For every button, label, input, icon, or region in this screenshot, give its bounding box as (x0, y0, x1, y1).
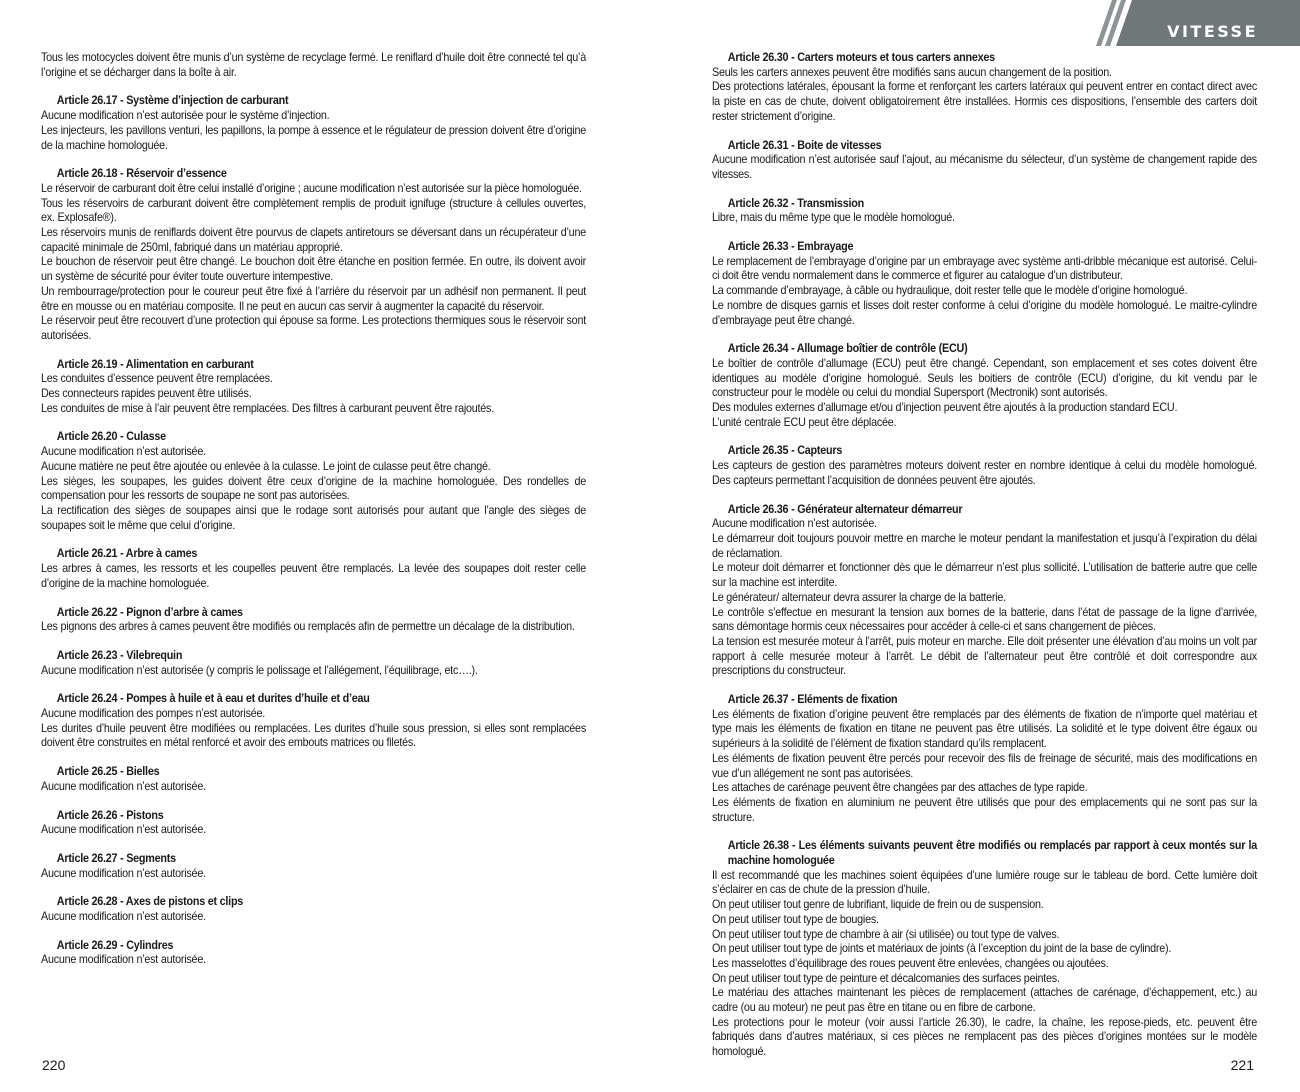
article-section (712, 51, 1257, 125)
article-paragraph: Aucune modification n’est autorisée pour le système d’injection. (41, 109, 330, 123)
article-paragraph: On peut utiliser tout type de joints et matériaux de joints (à l’exception du joint de la base de cylindre). (712, 942, 1172, 956)
article-paragraph: Un rembourrage/protection pour le coureur peut être fixé à l’arrière du réservoir par un adhésif non permanent. Il peut être en mousse ou en matériau composite. Il ne peut en aucun cas servir à augmenter la capacité du réservoir. (41, 284, 586, 313)
article-paragraph: Les attaches de carénage peuvent être changées par des attaches de type rapide. (712, 781, 1088, 795)
article-title: Article 26.21 - Arbre à cames (56, 547, 198, 561)
article-section (712, 503, 1257, 679)
article-paragraph: Seuls les carters annexes peuvent être modifiés sans aucun changement de la position. (712, 65, 1112, 79)
article-section (712, 839, 1257, 1060)
article-paragraph: Les conduites de mise à l’air peuvent être remplacées. Des filtres à carburant peuvent être rajoutés. (41, 401, 494, 415)
article-section (41, 852, 586, 881)
article-paragraph: Les conduites d’essence peuvent être remplacées. (41, 372, 273, 386)
article-section (41, 167, 586, 343)
article-section (41, 939, 586, 968)
article-title: Article 26.35 - Capteurs (727, 444, 843, 458)
article-section (41, 809, 586, 838)
article-paragraph: On peut utiliser tout type de chambre à air (si utilisée) ou tout type de valves. (712, 927, 1060, 941)
article-paragraph: Aucune modification n’est autorisée (y compris le polissage et l’allégement, l’équilibrage, etc….). (41, 663, 478, 677)
article-paragraph: Les pignons des arbres à cames peuvent être modifiés ou remplacés afin de permettre un décalage de la distribution. (41, 620, 575, 634)
article-section (41, 606, 586, 635)
article-title: Article 26.29 - Cylindres (56, 938, 174, 952)
article-paragraph: Les réservoirs munis de reniflards doivent être pourvus de clapets antiretours se déversant dans un récupérateur d’une capacité minimale de 250ml, fabriqué dans un matériau approprié. (41, 226, 586, 254)
article-paragraph: Aucune modification n’est autorisée sauf l’ajout, au mécanisme du sélecteur, d’un système de changement rapide des vitesses. (712, 153, 1257, 181)
article-paragraph: Les éléments de fixation d’origine peuvent être remplacés par des éléments de fixation de n’importe quel matériau et type mais les éléments de fixation en titane ne peuvent pas être utilisés. La solidité et le type doivent être égaux ou supérieurs à la solidité de l’élément de fixation standard qu’ils remplacent. (712, 707, 1257, 751)
article-paragraph: Aucune modification n’est autorisée. (41, 953, 206, 967)
article-title: Article 26.20 - Culasse (56, 430, 166, 444)
article-title: Article 26.27 - Segments (56, 851, 176, 865)
article-paragraph: Le bouchon de réservoir peut être changé. Le bouchon doit être étanche en position fermée. En outre, ils doivent avoir un système de sécurité pour éviter toute ouverture intempestive. (41, 255, 586, 284)
article-paragraph: La rectification des sièges de soupapes ainsi que le rodage sont autorisés pour autant que l’angle des sièges de soupapes soit le même que celui d’origine. (41, 503, 586, 532)
article-paragraph: Les arbres à cames, les ressorts et les coupelles peuvent être remplacés. La levée des soupapes doit rester celle d’origine de la machine homologuée. (41, 562, 586, 590)
article-title: Article 26.38 - Les éléments suivants peuvent être modifiés ou remplacés par rapport à ceux montés sur la machine homologuée (727, 839, 1257, 868)
article-paragraph: On peut utiliser tout type de bougies. (712, 912, 879, 926)
article-paragraph: Des protections latérales, épousant la forme et renforçant les carters latéraux qui peuvent entrer en contact direct avec la piste en cas de chute, doivent obligatoirement être installées. Hormis ces dispositions, l’ensemble des carters doit rester strictement d’origine. (712, 80, 1257, 123)
article-paragraph: Les injecteurs, les pavillons venturi, les papillons, la pompe à essence et le régulateur de pression doivent être d’origine de la machine homologuée. (41, 123, 586, 152)
article-paragraph: Les durites d’huile peuvent être modifiées ou remplacées. Les durites d’huile sous pression, si elles sont remplacées doivent être construites en métal renforcé et avoir des embouts matrices ou filetés. (41, 721, 586, 750)
article-title: Article 26.26 - Pistons (56, 808, 164, 822)
article-paragraph: Les masselottes d’équilibrage des roues peuvent être enlevées, changées ou ajoutées. (712, 956, 1109, 970)
article-title: Article 26.23 - Vilebrequin (56, 648, 183, 662)
left-articles (41, 94, 586, 968)
article-paragraph: Des connecteurs rapides peuvent être utilisés. (41, 387, 252, 401)
article-title: Article 26.37 - Eléments de fixation (727, 693, 898, 707)
article-paragraph: Libre, mais du même type que le modèle homologué. (712, 211, 955, 225)
article-title: Article 26.17 - Système d’injection de carburant (56, 94, 289, 108)
article-paragraph: Le matériau des attaches maintenant les pièces de remplacement (attaches de carénage, d’échappement, etc.) au cadre (ou au moteur) ne peut pas être en titane ou en fibre de carbone. (712, 986, 1257, 1015)
article-title: Article 26.28 - Axes de pistons et clips (56, 895, 244, 909)
page-number-right: 221 (1230, 1057, 1254, 1073)
article-paragraph: Aucune modification n’est autorisée. (41, 823, 206, 837)
right-page (650, 0, 1300, 1092)
article-section (41, 692, 586, 751)
right-articles (712, 51, 1257, 1060)
article-paragraph: Le réservoir de carburant doit être celui installé d’origine ; aucune modification n’est autorisée sur la pièce homologuée. (41, 181, 582, 195)
article-paragraph: On peut utiliser tout type de peinture et décalcomanies des surfaces peintes. (712, 971, 1060, 985)
article-section (712, 342, 1257, 430)
article-paragraph: Tous les réservoirs de carburant doivent être complètement remplis de produit ignifuge (structure à cellules ouvertes, ex. Explosafe®). (41, 196, 586, 225)
article-title: Article 26.19 - Alimentation en carburant (56, 357, 254, 371)
article-section (712, 139, 1257, 183)
intro-paragraph (41, 51, 586, 80)
article-section (41, 94, 586, 153)
article-section (41, 358, 586, 417)
article-title: Article 26.30 - Carters moteurs et tous carters annexes (727, 51, 995, 64)
article-title: Article 26.31 - Boite de vitesses (727, 138, 882, 152)
article-paragraph: On peut utiliser tout genre de lubrifiant, liquide de frein ou de suspension. (712, 898, 1044, 912)
article-paragraph: Le boîtier de contrôle d’allumage (ECU) peut être changé. Cependant, son emplacement et ses cotes doivent être identiques au modèle d’origine homologué. Seuls les boitiers de contrôle (ECU) d’origine, du kit vendu par le constructeur pour le modèle ou celui du mondial Supersport (Mectronik) sont autorisés. (712, 356, 1257, 400)
article-paragraph: Les éléments de fixation en aluminium ne peuvent être utilisés que pour des emplacements qui ne sont pas sur la structure. (712, 795, 1257, 824)
article-paragraph: Le réservoir peut être recouvert d’une protection qui épouse sa forme. Les protections thermiques sous le réservoir sont autorisées. (41, 314, 586, 342)
section-title: VITESSE (1167, 22, 1258, 41)
right-text-column (712, 51, 1257, 1074)
article-paragraph: La commande d’embrayage, à câble ou hydraulique, doit rester telle que le modèle d’origine homologué. (712, 284, 1188, 298)
article-paragraph: Les capteurs de gestion des paramètres moteurs doivent rester en nombre identique à celui du modèle homologué. Des capteurs permettant l’acquisition de données peuvent être ajoutés. (712, 459, 1257, 487)
article-title: Article 26.25 - Bielles (56, 765, 160, 779)
article-section (41, 649, 586, 678)
page-number-left: 220 (42, 1057, 66, 1073)
article-paragraph: Aucune modification n’est autorisée. (41, 445, 206, 459)
article-title: Article 26.24 - Pompes à huile et à eau et durites d’huile et d’eau (56, 692, 370, 706)
article-section (41, 765, 586, 794)
article-paragraph: Aucune modification n’est autorisée. (712, 517, 877, 531)
article-paragraph: Aucune modification n’est autorisée. (41, 866, 206, 880)
article-paragraph: Aucune modification n’est autorisée. (41, 779, 206, 793)
article-paragraph: Les sièges, les soupapes, les guides doivent être ceux d’origine de la machine homologuée. Des rondelles de compensation pour les ressorts de soupape ne sont pas autorisées. (41, 474, 586, 503)
article-paragraph: Le nombre de disques garnis et lisses doit rester conforme à celui d’origine du modèle homologué. Le maitre-cylindre d’embrayage peut être changé. (712, 298, 1257, 327)
article-paragraph: Les protections pour le moteur (voir aussi l’article 26.30), le cadre, la chaîne, les repose-pieds, etc. peuvent être fabriqués dans d’autres matériaux, si ces pièces ne remplacent pas des pièces d’origines montées sur le modèle homologué. (712, 1015, 1257, 1059)
article-paragraph: L’unité centrale ECU peut être déplacée. (712, 415, 897, 429)
article-title: Article 26.36 - Générateur alternateur démarreur (727, 502, 963, 516)
article-paragraph: Aucune matière ne peut être ajoutée ou enlevée à la culasse. Le joint de culasse peut être changé. (41, 459, 491, 473)
article-section (41, 547, 586, 591)
article-section (712, 240, 1257, 328)
article-paragraph: Des modules externes d’allumage et/ou d’injection peuvent être ajoutés à la production standard ECU. (712, 401, 1178, 415)
article-title: Article 26.22 - Pignon d’arbre à cames (56, 605, 243, 619)
article-section (712, 444, 1257, 488)
article-paragraph: La tension est mesurée moteur à l’arrêt, puis moteur en marche. Elle doit présenter une élévation d’au moins un volt par rapport à celle mesurée moteur à l’arrêt. Le débit de l’alternateur peut être contrôlé et doit correspondre aux prescriptions du constructeur. (712, 634, 1257, 678)
article-paragraph: Le générateur/ alternateur devra assurer la charge de la batterie. (712, 590, 1006, 604)
article-paragraph: Le moteur doit démarrer et fonctionner dès que le démarreur n’est plus sollicité. L’utilisation de batterie autre que celle sur la machine est interdite. (712, 561, 1257, 590)
article-paragraph: Aucune modification n’est autorisée. (41, 910, 206, 924)
article-title: Article 26.18 - Réservoir d’essence (56, 167, 227, 181)
left-text-column (41, 51, 586, 982)
article-section (712, 197, 1257, 226)
article-title: Article 26.33 - Embrayage (727, 240, 854, 254)
article-paragraph: Il est recommandé que les machines soient équipées d’une lumière rouge sur le tableau de bord. Cette lumière doit s’éclairer en cas de chute de la pression d’huile. (712, 868, 1257, 897)
article-title: Article 26.34 - Allumage boîtier de contrôle (ECU) (727, 342, 968, 356)
paragraph: Tous les motocycles doivent être munis d’un système de recyclage fermé. Le reniflard d’huile doit être connecté tel qu’à l’origine et se décharger dans la boîte à air. (41, 51, 586, 79)
article-title: Article 26.32 - Transmission (727, 196, 864, 210)
article-section (41, 430, 586, 533)
article-paragraph: Le contrôle s’effectue en mesurant la tension aux bornes de la batterie, dans l’état de passage de la ligne d’arrivée, sans démontage hormis ceux nécessaires pour accéder à celle-ci et sans changement de pièces. (712, 605, 1257, 634)
article-paragraph: Le démarreur doit toujours pouvoir mettre en marche le moteur pendant la manifestation et jusqu’à l’expiration du délai de réclamation. (712, 531, 1257, 560)
article-section (712, 693, 1257, 825)
article-section (41, 895, 586, 924)
article-paragraph: Aucune modification des pompes n’est autorisée. (41, 707, 266, 721)
article-paragraph: Le remplacement de l’embrayage d’origine par un embrayage avec système anti-dribble mécanique est autorisé. Celui-ci doit être vendu normalement dans le commerce et figurer au catalogue d’un distributeur. (712, 254, 1257, 283)
article-paragraph: Les éléments de fixation peuvent être percés pour recevoir des fils de freinage de sécurité, mais des modifications en vue d’un allégement ne sont pas autorisées. (712, 751, 1257, 780)
